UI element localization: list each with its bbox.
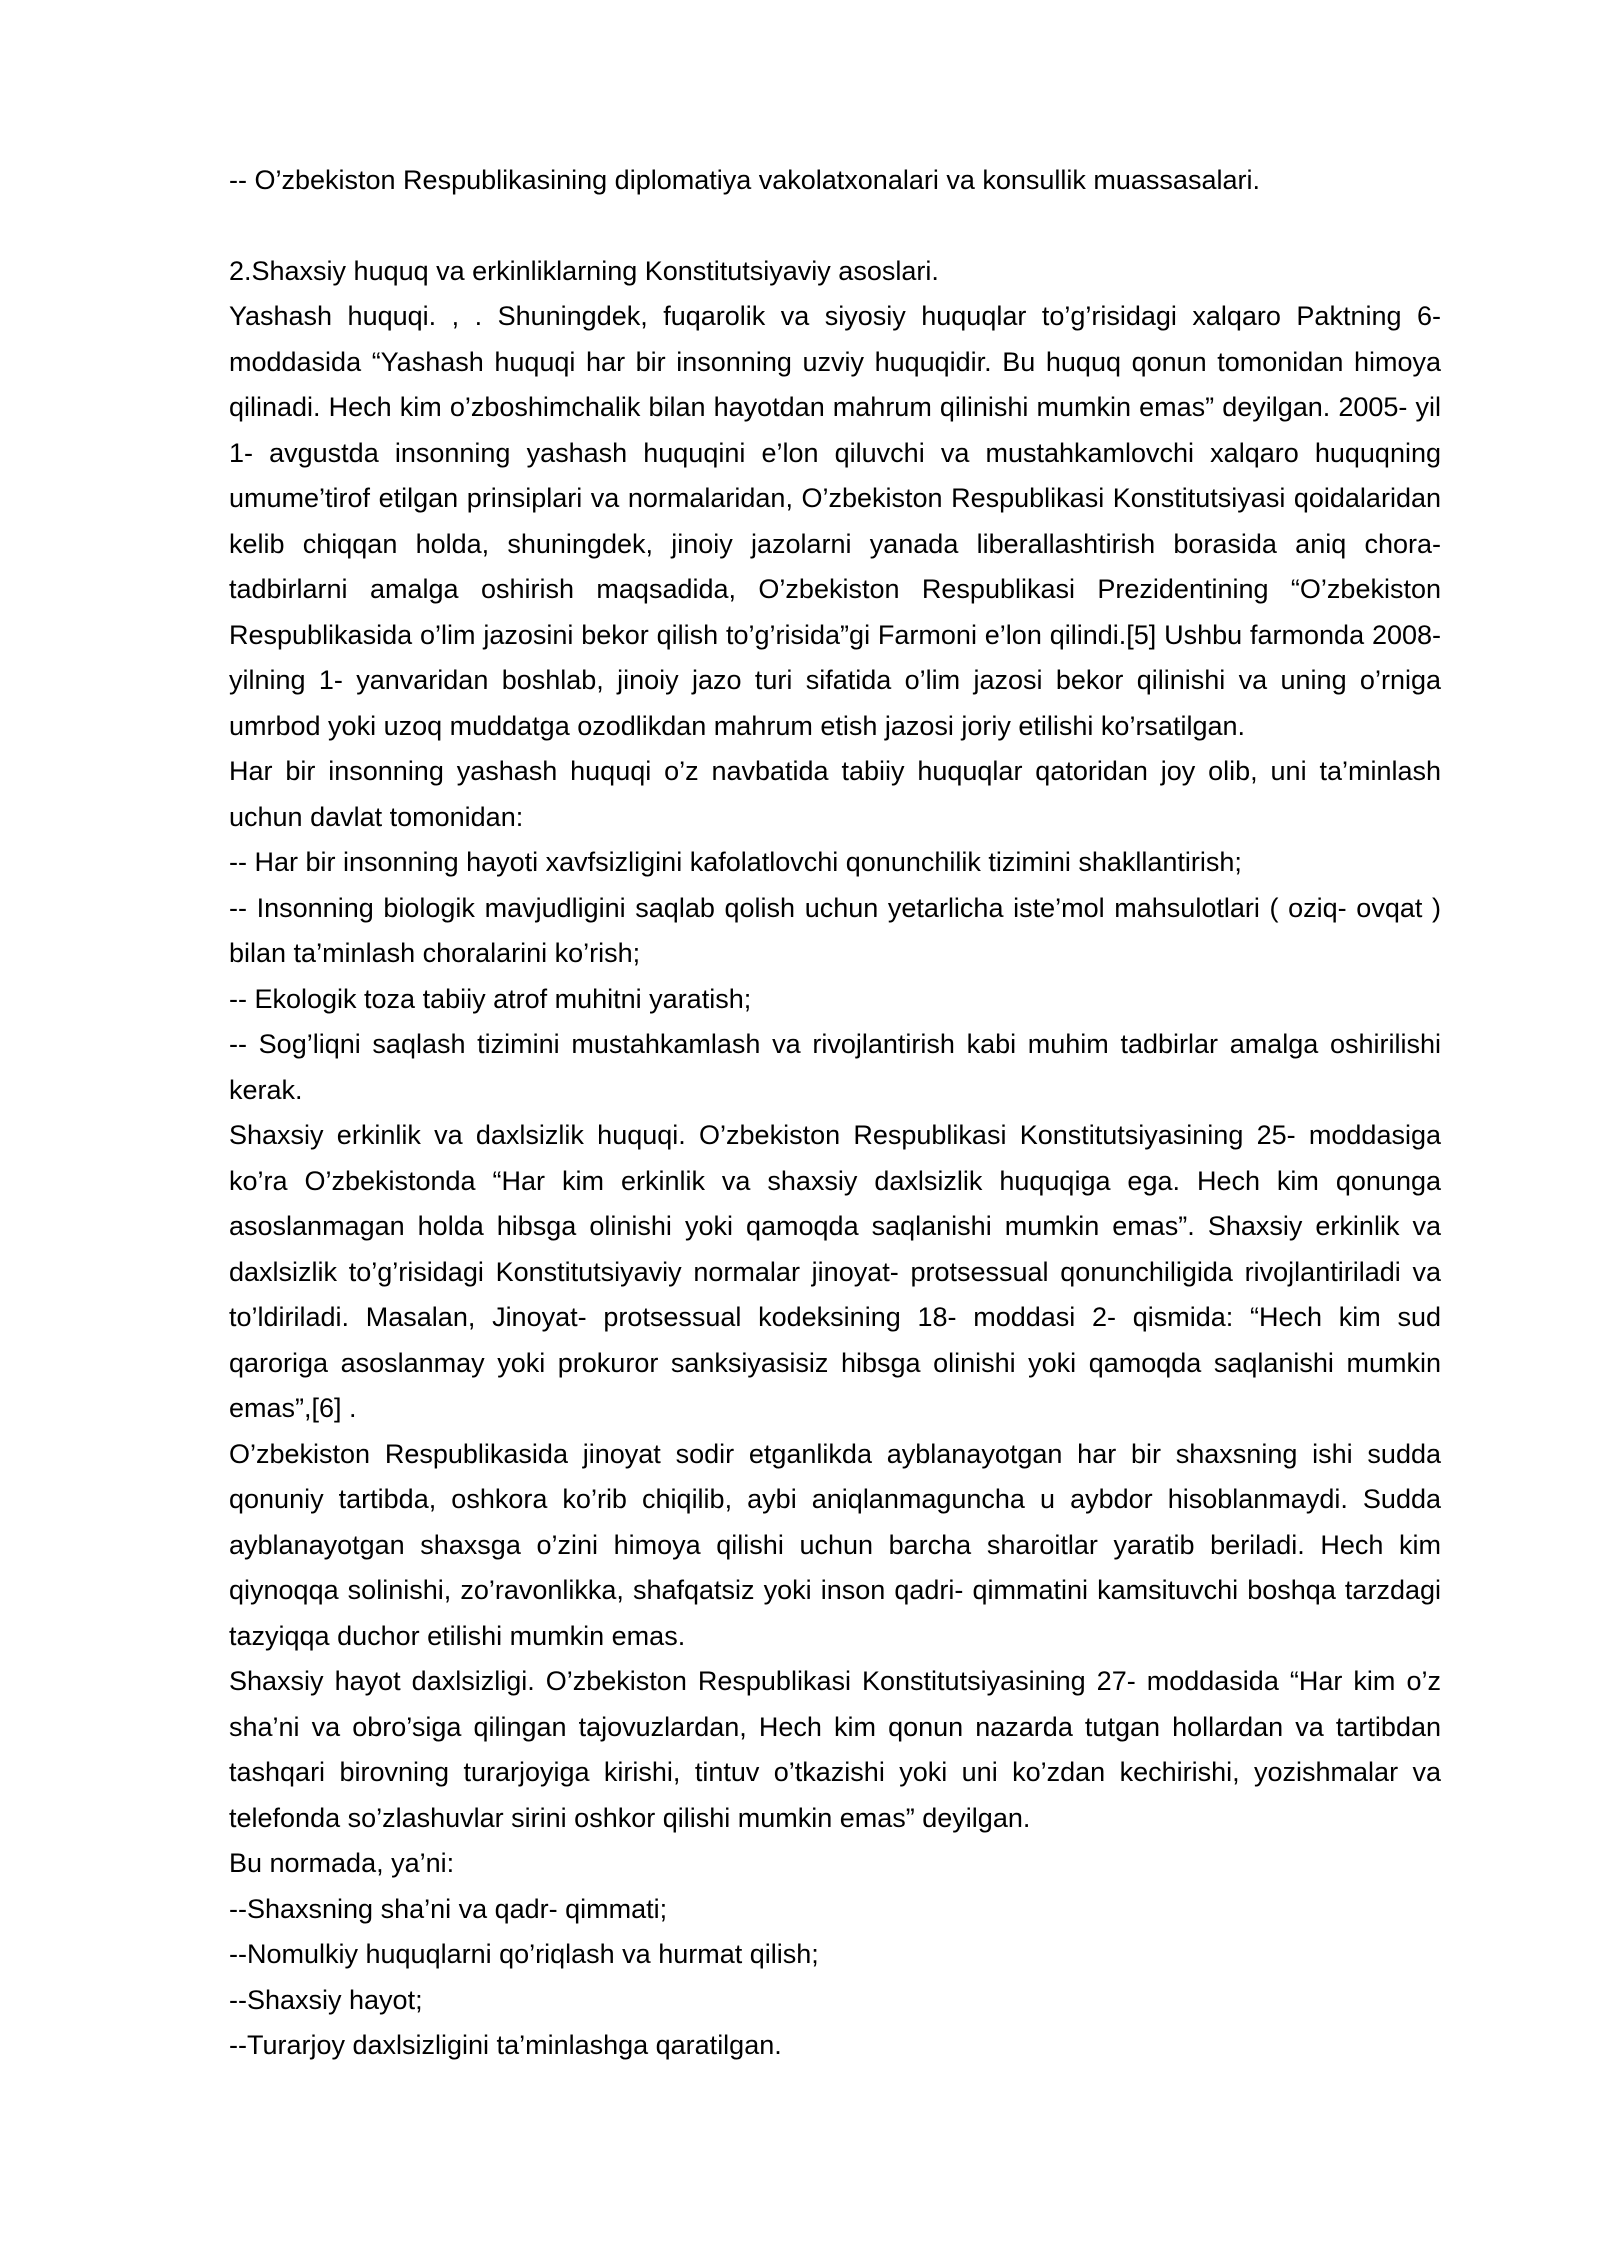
paragraph-diplomatic-missions: -- O’zbekiston Respublikasining diplomatiya vakolatxonalari va konsullik muassasalari. bbox=[229, 165, 1260, 195]
paragraph-right-to-life: Yashash huquqi. , . Shuningdek, fuqarolik va siyosiy huquqlar to’g’risidagi xalqaro Paktning 6- moddasida “Yashash huquqi har bir insonning uzviy huquqidir. Bu huquq qonun tomonidan himoya qilinadi. Hech kim o’zboshimchalik bilan hayotdan mahrum qilinishi mumkin emas” deyilgan. 2005- yil 1- avgustda insonning yashash huquqini e’lon qiluvchi va mustahkamlovchi xalqaro huquqning umume’tirof etilgan prinsiplari va normalaridan, O’zbekiston Respublikasi Konstitutsiyasi qoidalaridan kelib chiqqan holda, shuningdek, jinoiy jazolarni yanada liberallashtirish borasida aniq chora- tadbirlarni amalga oshirish maqsadida, O’zbekiston Respublikasi Prezidentining “O’zbekiston Respublikasida o’lim jazosini bekor qilish to’g’risida”gi Farmoni e’lon qilindi.[5] Ushbu farmonda 2008- yilning 1- yanvaridan boshlab, jinoiy jazo turi sifatida o’lim jazosi bekor qilinishi va uning o’rniga umrbod yoki uzoq muddatga ozodlikdan mahrum etish jazosi joriy etilishi ko’rsatilgan. bbox=[229, 301, 1441, 741]
list-item: --Turarjoy daxlsizligini ta’minlashga qaratilgan. bbox=[229, 2030, 782, 2060]
list-item: --Shaxsiy hayot; bbox=[229, 1984, 423, 2015]
paragraph-norm-intro: Bu normada, ya’ni: bbox=[229, 1848, 455, 1878]
paragraph-personal-liberty: Shaxsiy erkinlik va daxlsizlik huquqi. O’zbekiston Respublikasi Konstitutsiyasining 25- moddasiga ko’ra O’zbekistonda “Har kim erkinlik va shaxsiy daxlsizlik huquqiga ega. Hech kim qonunga asoslanmagan holda hibsga olinishi yoki qamoqda saqlanishi mumkin emas”. Shaxsiy erkinlik va daxlsizlik to’g’risidagi Konstitutsiyaviy normalar jinoyat- protsessual qonunchiligida rivojlantiriladi va to’ldiriladi. Masalan, Jinoyat- protsessual kodeksining 18- moddasi 2- qismida: “Hech kim sud qaroriga asoslanmay yoki prokuror sanksiyasisiz hibsga olinishi yoki qamoqda saqlanishi mumkin emas”,[6] . bbox=[229, 1120, 1441, 1423]
paragraph-presumption-of-innocence: O’zbekiston Respublikasida jinoyat sodir etganlikda ayblanayotgan har bir shaxsning ishi sudda qonuniy tartibda, oshkora ko’rib chiqilib, aybi aniqlanmaguncha u aybdor hisoblanmaydi. Sudda ayblanayotgan shaxsga o’zini himoya qilishi uchun barcha sharoitlar yaratib beriladi. Hech kim qiynoqqa solinishi, zo’ravonlikka, shafqatsiz yoki inson qadri- qimmatini kamsituvchi boshqa tarzdagi tazyiqqa duchor etilishi mumkin emas. bbox=[229, 1438, 1441, 1651]
paragraph-state-duties-intro: Har bir insonning yashash huquqi o’z navbatida tabiiy huquqlar qatoridan joy olib, uni ta’minlash uchun davlat tomonidan: bbox=[229, 756, 1441, 832]
section-heading: 2.Shaxsiy huquq va erkinliklarning Konstitutsiyaviy asoslari. bbox=[229, 255, 939, 286]
list-item: -- Sog’liqni saqlash tizimini mustahkamlash va rivojlantirish kabi muhim tadbirlar amalga oshirilishi kerak. bbox=[229, 1029, 1441, 1105]
list-item: --Shaxsning sha’ni va qadr- qimmati; bbox=[229, 1893, 668, 1924]
list-item: -- Insonning biologik mavjudligini saqlab qolish uchun yetarlicha iste’mol mahsulotlari ( oziq- ovqat ) bilan ta’minlash choralarini ko’rish; bbox=[229, 892, 1441, 968]
document-page bbox=[229, 158, 1441, 2069]
list-item: --Nomulkiy huquqlarni qo’riqlash va hurmat qilish; bbox=[229, 1939, 819, 1969]
list-item: -- Ekologik toza tabiiy atrof muhitni yaratish; bbox=[229, 983, 752, 1014]
list-item: -- Har bir insonning hayoti xavfsizligini kafolatlovchi qonunchilik tizimini shakllantirish; bbox=[229, 847, 1242, 877]
paragraph-privacy: Shaxsiy hayot daxlsizligi. O’zbekiston Respublikasi Konstitutsiyasining 27- moddasida “Har kim o’z sha’ni va obro’siga qilingan tajovuzlardan, Hech kim qonun nazarda tutgan hollardan va tartibdan tashqari birovning turarjoyiga kirishi, tintuv o’tkazishi yoki uni ko’zdan kechirishi, yozishmalar va telefonda so’zlashuvlar sirini oshkor qilishi mumkin emas” deyilgan. bbox=[229, 1666, 1441, 1833]
